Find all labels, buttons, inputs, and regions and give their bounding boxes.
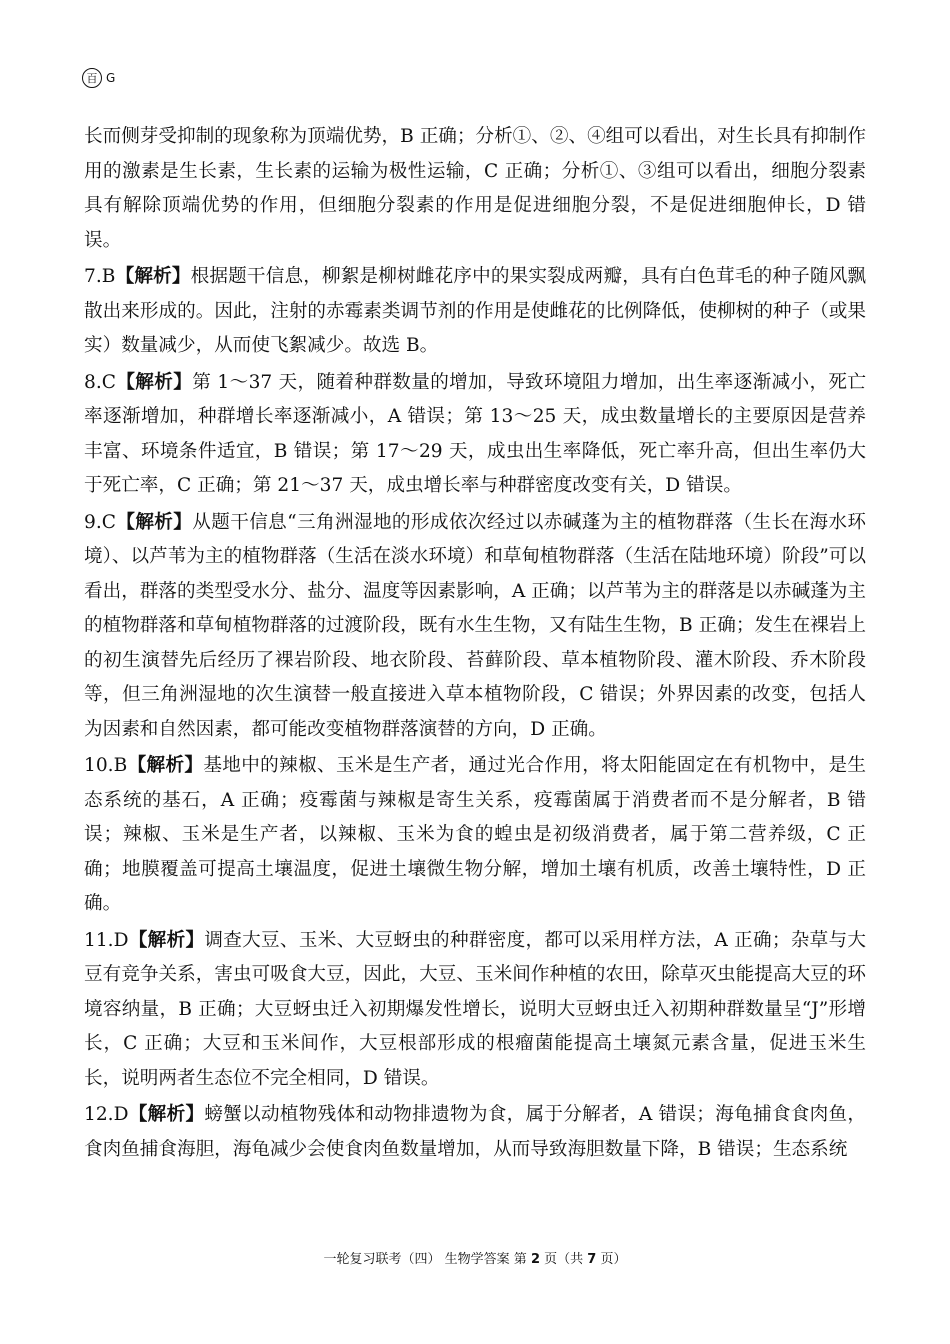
logo-seal: 百 [82, 68, 102, 88]
paragraph-continued [84, 120, 866, 258]
logo [82, 68, 115, 88]
answer-number: 12.D [84, 1104, 129, 1125]
answer-number: 9.C [84, 511, 116, 533]
analysis-tag: 【解析】 [115, 266, 191, 287]
analysis-tag: 【解析】 [128, 1104, 205, 1125]
paragraph-text: 螃蟹以动植物残体和动物排遗物为食，属于分解者，A 错误；海龟捕食食肉鱼，食肉鱼捕食海胆，海龟减少会使食肉鱼数量增加，从而导致海胆数量下降，B 错误；生态系统 [84, 1104, 866, 1160]
answer-12 [84, 1098, 866, 1167]
answer-number: 7.B [84, 266, 116, 287]
page-footer [0, 1248, 950, 1267]
paragraph-text: 根据题干信息，柳絮是柳树雌花序中的果实裂成两瓣，具有白色茸毛的种子随风飘散出来形成的。因此，注射的赤霉素类调节剂的作用是使雌花的比例降低，使柳树的种子（或果实）数量减少，从而使飞絮减少。故选 B。 [84, 266, 866, 356]
answer-8 [84, 366, 866, 504]
answer-7 [84, 260, 866, 364]
paragraph-text: 调查大豆、玉米、大豆蚜虫的种群密度，都可以采用样方法，A 正确；杂草与大豆有竞争关系，害虫可吸食大豆，因此，大豆、玉米间作种植的农田，除草灭虫能提高大豆的环境容纳量，B 正确；大豆蚜虫迁入初期爆发性增长，说明大豆蚜虫迁入初期种群数量呈“J”形增长，C 正确；大豆和玉米间作，大豆根部形成的根瘤菌能提高土壤氮元素含量，促进玉米生长，说明两者生态位不完全相同，D 错误。 [84, 929, 866, 1089]
footer-exam: 一轮复习联考（四） [323, 1252, 441, 1267]
footer-page-total: 7 [587, 1252, 597, 1267]
paragraph-text: 长而侧芽受抑制的现象称为顶端优势，B 正确；分析①、②、④组可以看出，对生长具有抑制作用的激素是生长素，生长素的运输为极性运输，C 正确；分析①、③组可以看出，细胞分裂素具有解除顶端优势的作用，但细胞分裂素的作用是促进细胞分裂，不是促进细胞伸长，D 错误。 [84, 126, 866, 251]
footer-page-mid: 页（共 [544, 1252, 584, 1267]
footer-subject: 生物学答案 [444, 1252, 510, 1267]
answer-number: 10.B [84, 755, 128, 776]
answer-9 [84, 506, 866, 748]
answer-10 [84, 749, 866, 922]
paragraph-text: 基地中的辣椒、玉米是生产者，通过光合作用，将太阳能固定在有机物中，是生态系统的基石，A 正确；疫霉菌与辣椒是寄生关系，疫霉菌属于消费者而不是分解者，B 错误；辣椒、玉米是生产者，以辣椒、玉米为食的蝗虫是初级消费者，属于第二营养级，C 正确；地膜覆盖可提高土壤温度，促进土壤微生物分解，增加土壤有机质，改善土壤特性，D 正确。 [84, 755, 866, 914]
analysis-tag: 【解析】 [115, 511, 193, 533]
analysis-tag: 【解析】 [127, 755, 204, 776]
paragraph-text: 第 1～37 天，随着种群数量的增加，导致环境阻力增加，出生率逐渐减小，死亡率逐渐增加，种群增长率逐渐减小，A 错误；第 13～25 天，成虫数量增长的主要原因是营养丰富、环境条件适宜，B 错误；第 17～29 天，成虫出生率降低，死亡率升高，但出生率仍大于死亡率，C 正确；第 21～37 天，成虫增长率与种群密度改变有关，D 错误。 [84, 371, 866, 496]
analysis-tag: 【解析】 [128, 929, 205, 951]
logo-letter: G [106, 71, 116, 85]
answer-11 [84, 924, 866, 1097]
analysis-tag: 【解析】 [115, 371, 193, 393]
paragraph-text: 从题干信息“三角洲湿地的形成依次经过以赤碱蓬为主的植物群落（生长在海水环境）、以芦苇为主的植物群落（生活在淡水环境）和草甸植物群落（生活在陆地环境）阶段”可以看出，群落的类型受水分、盐分、温度等因素影响，A 正确；以芦苇为主的群落是以赤碱蓬为主的植物群落和草甸植物群落的过渡阶段，既有水生生物，又有陆生生物，B 正确；发生在裸岩上的初生演替先后经历了裸岩阶段、地衣阶段、苔藓阶段、草本植物阶段、灌木阶段、乔木阶段等，但三角洲湿地的次生演替一般直接进入草本植物阶段，C 错误；外界因素的改变，包括人为因素和自然因素，都可能改变植物群落演替的方向，D 正确。 [84, 511, 866, 740]
answer-number: 11.D [84, 929, 129, 951]
answer-content [84, 120, 866, 1169]
footer-page-post: 页） [600, 1252, 627, 1267]
footer-page-number: 2 [530, 1252, 540, 1267]
answer-number: 8.C [84, 371, 116, 393]
footer-page-pre: 第 [513, 1252, 527, 1267]
